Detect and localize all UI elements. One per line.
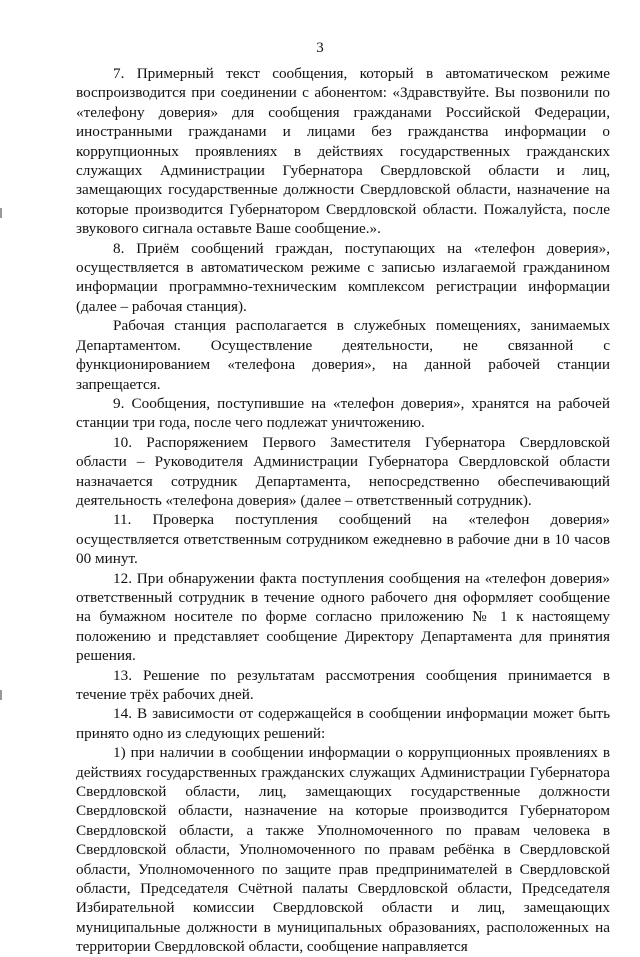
page-edge-mark [0, 690, 2, 700]
paragraph-9-storage: 9. Сообщения, поступившие на «телефон доверия», хранятся на рабочей станции три года, после чего подлежат уничтожению. [76, 394, 610, 432]
paragraph-workstation-location: Рабочая станция располагается в служебных помещениях, занимаемых Департаментом. Осуществление деятельности, не связанной с функционированием «телефона доверия», на данной рабочей станции запрещается. [76, 317, 610, 393]
document-body [76, 64, 610, 957]
paragraph-13-decision-term: 13. Решение по результатам рассмотрения сообщения принимается в течение трёх рабочих дней. [76, 666, 610, 703]
page-edge-mark [0, 208, 2, 218]
paragraph-8-message-reception: 8. Приём сообщений граждан, поступающих на «телефон доверия», осуществляется в автоматическом режиме с записью излагаемой гражданином информации программно-техническим комплексом регистрации информации (далее – рабочая станция). [76, 239, 610, 315]
paragraph-14-decisions: 14. В зависимости от содержащейся в сообщении информации может быть принято одно из следующих решений: [76, 705, 610, 742]
paragraph-10-responsible-employee: 10. Распоряжением Первого Заместителя Губернатора Свердловской области – Руководителя Администрации Губернатора Свердловской области назначается сотрудник Департамента, непосредственно обеспечивающий деятельность «телефона доверия» (далее – ответственный сотрудник). [76, 433, 610, 509]
page-number: 3 [316, 40, 324, 56]
paragraph-11-checking: 11. Проверка поступления сообщений на «телефон доверия» осуществляется ответственным сотрудником ежедневно в рабочие дни в 10 часов 00 минут. [76, 511, 610, 568]
paragraph-12-registration: 12. При обнаружении факта поступления сообщения на «телефон доверия» ответственный сотрудник в течение одного рабочего дня оформляет сообщение на бумажном носителе по форме согласно приложению № 1 к настоящему положению и представляет сообщение Директору Департамента для принятия решения. [76, 569, 610, 665]
paragraph-14-1-corruption-info: 1) при наличии в сообщении информации о коррупционных проявлениях в действиях государственных гражданских служащих Администрации Губернатора Свердловской области, лиц, замещающих государственные должности Свердловской области, назначение на которые производится Губернатором Свердловской области, а также Уполномоченного по правам человека в Свердловской области, Уполномоченного по правам ребёнка в Свердловской области, Уполномоченного по защите прав предпринимателей в Свердловской области, Председателя Счётной палаты Свердловской области, Председателя Избирательной комиссии Свердловской области и лиц, замещающих муниципальные должности в муниципальных образованиях, расположенных на территории Свердловской области, сообщение направляется [76, 744, 610, 956]
paragraph-7-message-text: 7. Примерный текст сообщения, который в автоматическом режиме воспроизводится при соединении с абонентом: «Здравствуйте. Вы позвонили по «телефону доверия» для сообщения гражданами Российской Федерации, иностранными гражданами и лицами без гражданства информации о коррупционных проявлениях в действиях государственных гражданских служащих Администрации Губернатора Свердловской области и лиц, замещающих государственные должности Свердловской области, назначение на которые производится Губернатором Свердловской области. Пожалуйста, после звукового сигнала оставьте Ваше сообщение.». [76, 65, 610, 238]
